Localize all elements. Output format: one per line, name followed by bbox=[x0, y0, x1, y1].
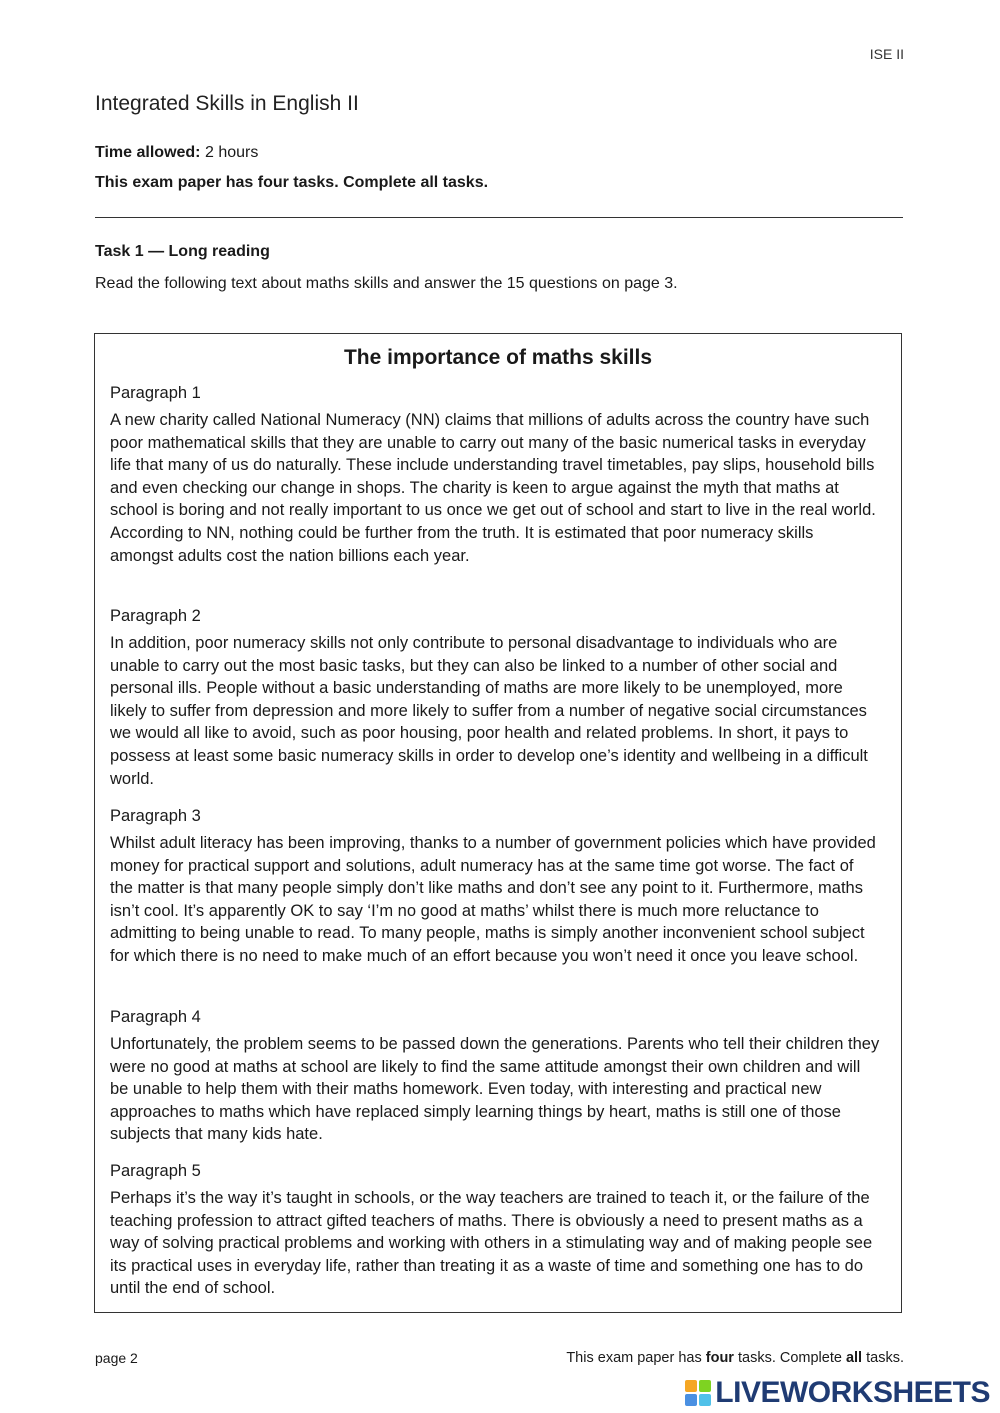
paragraph-5 bbox=[110, 1160, 880, 1300]
exam-intro: This exam paper has four tasks. Complete all tasks. bbox=[95, 174, 489, 191]
header-code: ISE II bbox=[869, 46, 904, 62]
task-instruction: Read the following text about maths skills and answer the 15 questions on page 3. bbox=[95, 275, 678, 292]
paragraph-text: Perhaps it’s the way it’s taught in schools, or the way teachers are trained to teach it, or the failure of the teaching profession to attract gifted teachers of maths. There is obviously a need to present maths as a way of solving practical problems and working with others in a stimulating way and of making people see its practical uses in everyday life, rather than treating it as a waste of time and something one has to do until the end of school. bbox=[110, 1189, 873, 1298]
divider bbox=[95, 217, 903, 218]
exam-title: Integrated Skills in English II bbox=[95, 92, 359, 115]
reading-box bbox=[94, 333, 902, 1313]
logo-icon bbox=[685, 1380, 711, 1406]
footer-note-four: four bbox=[705, 1350, 734, 1366]
paragraph-heading: Paragraph 1 bbox=[110, 384, 201, 402]
liveworksheets-logo bbox=[685, 1376, 990, 1410]
footer-note-all: all bbox=[845, 1350, 863, 1366]
paragraph-text: A new charity called National Numeracy (NN) claims that millions of adults across the country have such poor mathematical skills that they are unable to carry out many of the basic numerical tasks in everyday life that many of us do naturally. These include understanding travel timetables, pay slips, household bills and even checking our change in shops. The charity is keen to argue against the myth that maths at school is boring and not really important to us once we get out of school and start to live in the real world. According to NN, nothing could be further from the truth. It is estimated that poor numeracy skills amongst adults cost the nation billions each year. bbox=[110, 411, 876, 565]
paragraph-text: Unfortunately, the problem seems to be passed down the generations. Parents who tell their children they were no good at maths at school are likely to find the same attitude amongst their own children and will be unable to help them with their maths homework. Even today, with interesting and practical new approaches to maths which have replaced simply learning things by heart, maths is still one of those subjects that many kids hate. bbox=[110, 1035, 880, 1144]
task-heading: Task 1 — Long reading bbox=[95, 243, 270, 260]
paragraph-2 bbox=[110, 605, 880, 790]
footer-note-a: This exam paper has bbox=[566, 1350, 706, 1366]
paragraph-1 bbox=[110, 382, 880, 567]
time-value: 2 hours bbox=[204, 144, 259, 161]
page-number: page 2 bbox=[95, 1350, 138, 1366]
paragraph-3 bbox=[110, 805, 880, 968]
paragraph-4 bbox=[110, 1006, 880, 1146]
paragraph-text: Whilst adult literacy has been improving, thanks to a number of government policies which have provided money for practical support and solutions, adult numeracy has at the same time got worse. The fact of the matter is that many people simply don’t like maths and don’t see any point to it. Furthermore, maths isn’t cool. It’s apparently OK to say ‘I’m no good at maths’ whilst there is much more reluctance to admitting to being unable to read. To many people, maths is simply another inconvenient school subject for which there is no need to make much of an effort because you won’t need it once you leave school. bbox=[110, 834, 876, 965]
paragraph-heading: Paragraph 4 bbox=[110, 1008, 201, 1026]
logo-text: LIVEWORKSHEETS bbox=[715, 1376, 990, 1409]
time-label: Time allowed: bbox=[95, 144, 201, 161]
paragraph-text: In addition, poor numeracy skills not only contribute to personal disadvantage to individuals who are unable to carry out the most basic tasks, but they can also be linked to a number of other social and personal ills. People without a basic understanding of maths are more likely to be unemployed, more likely to suffer from depression and more likely to suffer from a number of negative social circumstances we would all like to avoid, such as poor housing, poor health and related problems. In short, it pays to possess at least some basic numeracy skills in order to develop one’s identity and wellbeing in a difficult world. bbox=[110, 634, 868, 788]
paragraph-heading: Paragraph 5 bbox=[110, 1162, 201, 1180]
footer-note-c: tasks. Complete bbox=[733, 1350, 846, 1366]
reading-title: The importance of maths skills bbox=[343, 346, 653, 369]
paragraph-heading: Paragraph 2 bbox=[110, 607, 201, 625]
time-allowed bbox=[95, 144, 258, 162]
footer-note-e: tasks. bbox=[862, 1350, 904, 1366]
paragraph-heading: Paragraph 3 bbox=[110, 807, 201, 825]
footer-note bbox=[566, 1350, 904, 1366]
